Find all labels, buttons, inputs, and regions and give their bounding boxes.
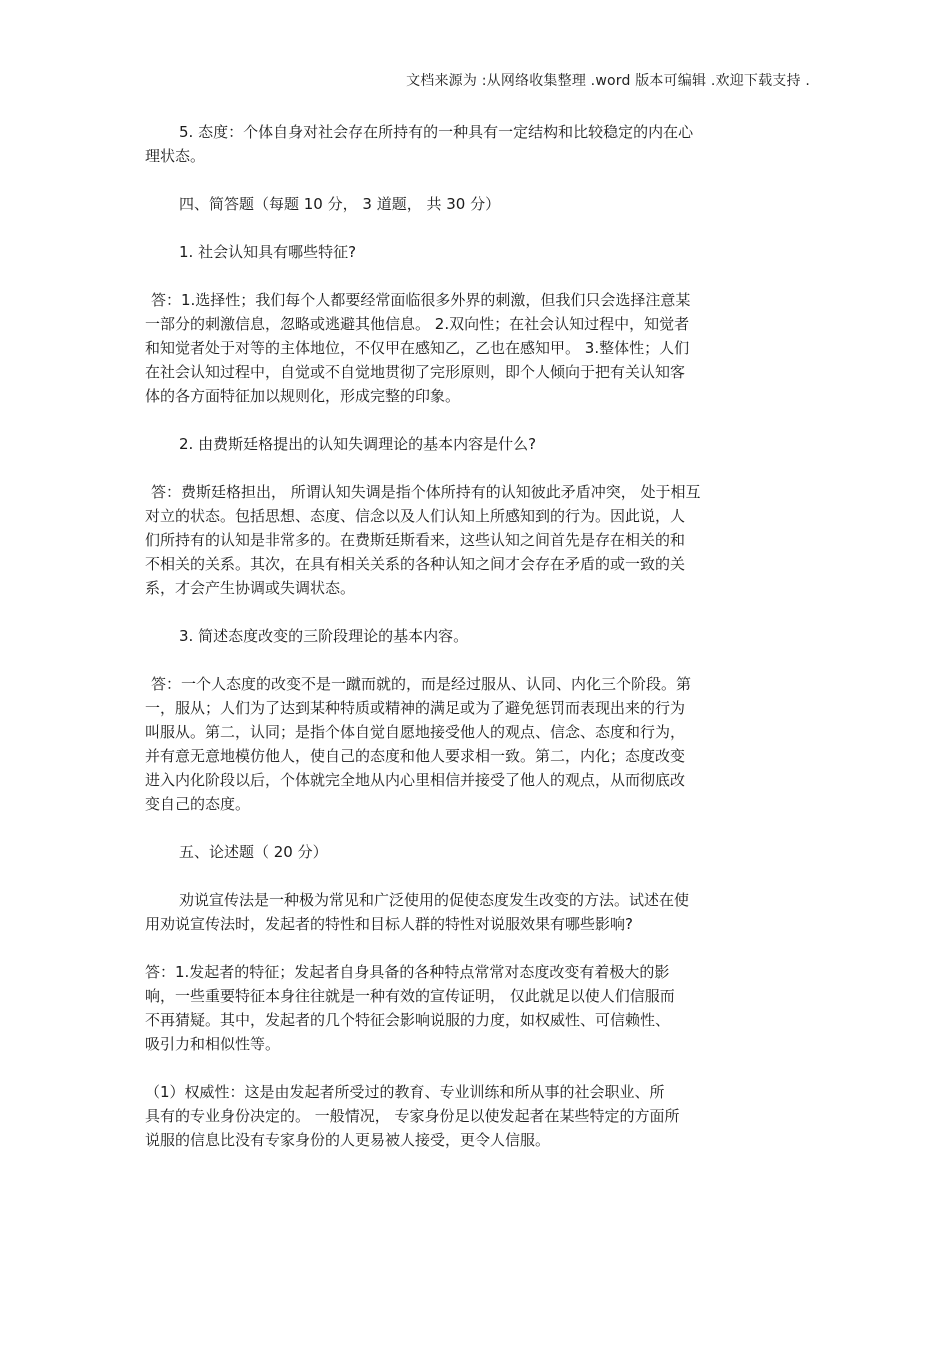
answer-line: 在社会认知过程中，自觉或不自觉地贯彻了完形原则，即个人倾向于把有关认知客 xyxy=(145,363,686,381)
essay-answer xyxy=(145,960,810,1056)
question-text: 3. 简述态度改变的三阶段理论的基本内容。 xyxy=(179,627,469,645)
answer-line: 答：费斯廷格担出， 所谓认知失调是指个体所持有的认知彼此矛盾冲突， 处于相互 xyxy=(151,483,701,501)
question-2 xyxy=(145,432,810,456)
point-line: （1）权威性：这是由发起者所受过的教育、专业训练和所从事的社会职业、所 xyxy=(145,1083,665,1101)
answer-line: 吸引力和相似性等。 xyxy=(145,1035,281,1053)
question-1 xyxy=(145,240,810,264)
answer-2 xyxy=(145,480,810,600)
definition-line: 理状态。 xyxy=(145,147,206,165)
essay-prompt xyxy=(145,888,810,936)
answer-line: 体的各方面特征加以规则化，形成完整的印象。 xyxy=(145,387,461,405)
answer-line: 不再猜疑。其中，发起者的几个特征会影响说服的力度，如权威性、可信赖性、 xyxy=(145,1011,671,1029)
document-body xyxy=(145,120,810,1176)
question-text: 1. 社会认知具有哪些特征? xyxy=(179,243,357,261)
answer-line: 叫服从。第二，认同；是指个体自觉自愿地接受他人的观点、信念、态度和行为， xyxy=(145,723,686,741)
question-3 xyxy=(145,624,810,648)
answer-line: 答：一个人态度的改变不是一蹴而就的，而是经过服从、认同、内化三个阶段。第 xyxy=(151,675,692,693)
answer-line: 不相关的关系。其次，在具有相关关系的各种认知之间才会存在矛盾的或一致的关 xyxy=(145,555,686,573)
answer-line: 并有意无意地模仿他人，使自己的态度和他人要求相一致。第二，内化；态度改变 xyxy=(145,747,686,765)
answer-1 xyxy=(145,288,810,408)
answer-line: 一，服从；人们为了达到某种特质或精神的满足或为了避免惩罚而表现出来的行为 xyxy=(145,699,686,717)
definition-line: 5. 态度：个体自身对社会存在所持有的一种具有一定结构和比较稳定的内在心 xyxy=(179,123,694,141)
answer-line: 一部分的刺激信息，忽略或逃避其他信息。 2.双向性；在社会认知过程中，知觉者 xyxy=(145,315,690,333)
answer-line: 响，一些重要特征本身往往就是一种有效的宣传证明， 仅此就足以使人们信服而 xyxy=(145,987,675,1005)
section-heading: 四、简答题（每题 10 分， 3 道题， 共 30 分） xyxy=(179,195,501,213)
answer-line: 和知觉者处于对等的主体地位，不仅甲在感知乙，乙也在感知甲。 3.整体性；人们 xyxy=(145,339,690,357)
answer-line: 答：1.发起者的特征；发起者自身具备的各种特点常常对态度改变有着极大的影 xyxy=(145,963,670,981)
point-line: 说服的信息比没有专家身份的人更易被人接受，更令人信服。 xyxy=(145,1131,551,1149)
section-5-heading xyxy=(145,840,810,864)
answer-line: 进入内化阶段以后，个体就完全地从内心里相信并接受了他人的观点，从而彻底改 xyxy=(145,771,686,789)
prompt-line: 用劝说宣传法时，发起者的特性和目标人群的特性对说服效果有哪些影响? xyxy=(145,915,633,933)
answer-3 xyxy=(145,672,810,816)
answer-line: 答：1.选择性；我们每个人都要经常面临很多外界的刺激，但我们只会选择注意某 xyxy=(151,291,691,309)
answer-line: 们所持有的认知是非常多的。在费斯廷斯看来，这些认知之间首先是存在相关的和 xyxy=(145,531,686,549)
prompt-line: 劝说宣传法是一种极为常见和广泛使用的促使态度发生改变的方法。试述在使 xyxy=(179,891,690,909)
answer-line: 系，才会产生协调或失调状态。 xyxy=(145,579,356,597)
source-header: 文档来源为 :从网络收集整理 .word 版本可编辑 .欢迎下载支持 . xyxy=(406,73,810,89)
point-line: 具有的专业身份决定的。 一般情况， 专家身份足以使发起者在某些特定的方面所 xyxy=(145,1107,680,1125)
question-text: 2. 由费斯廷格提出的认知失调理论的基本内容是什么? xyxy=(179,435,537,453)
answer-line: 对立的状态。包括思想、态度、信念以及人们认知上所感知到的行为。因此说，人 xyxy=(145,507,686,525)
section-4-heading xyxy=(145,192,810,216)
section-heading: 五、论述题（ 20 分） xyxy=(179,843,328,861)
answer-line: 变自己的态度。 xyxy=(145,795,251,813)
definition-attitude xyxy=(145,120,810,168)
essay-point-authority xyxy=(145,1080,810,1152)
